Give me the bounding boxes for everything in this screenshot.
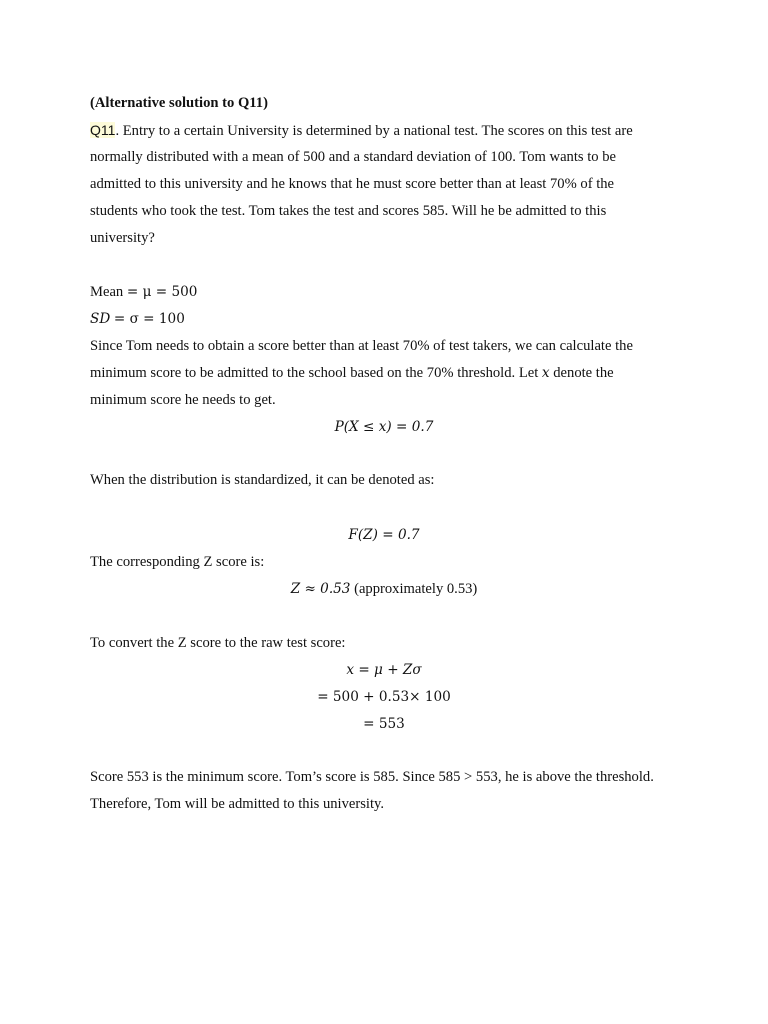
standardized-text: When the distribution is standardized, it can be denoted as:: [90, 472, 435, 488]
question-line-1: [90, 121, 633, 140]
cdf-equation: F(Z) = 0.7: [348, 527, 420, 543]
conclusion-line-1: Score 553 is the minimum score. Tom’s score is 585. Since 585 > 553, he is above the threshold.: [90, 769, 654, 785]
question-label: Q11: [90, 122, 116, 138]
sd-label: SD: [90, 311, 111, 327]
question-line-3: admitted to this university and he knows that he must score better than at least 70% of the: [90, 176, 615, 192]
explanation-line-1: Since Tom needs to obtain a score better than at least 70% of test takers, we can calculate the: [90, 338, 633, 354]
conversion-equation-3: = 553: [363, 716, 405, 732]
probability-equation: P(X ≤ x) = 0.7: [334, 419, 434, 435]
explanation-line-2-a: minimum score to be admitted to the school based on the 70% threshold. Let: [90, 365, 542, 381]
question-line-5: university?: [90, 230, 155, 246]
sd-line: [90, 310, 185, 328]
question-text-1: . Entry to a certain University is determined by a national test. The scores on this test are: [115, 123, 633, 139]
explanation-line-2: [90, 364, 614, 382]
conversion-equation-2: = 500 + 0.53× 100: [317, 689, 451, 705]
question-line-4: students who took the test. Tom takes the test and scores 585. Will he be admitted to this: [90, 203, 607, 219]
explanation-line-2-b: denote the: [549, 365, 614, 381]
conclusion-line-2: Therefore, Tom will be admitted to this university.: [90, 796, 385, 812]
heading: (Alternative solution to Q11): [90, 95, 268, 111]
z-equation-note: (approximately 0.53): [350, 581, 478, 597]
conversion-equation-1: x = μ + Zσ: [346, 662, 422, 678]
mean-equation: = μ = 500: [126, 284, 198, 300]
variable-x: x: [541, 365, 550, 381]
convert-text: To convert the Z score to the raw test score:: [90, 635, 346, 651]
explanation-line-3: minimum score he needs to get.: [90, 392, 276, 408]
z-score-text: The corresponding Z score is:: [90, 554, 265, 570]
sd-equation: = σ = 100: [113, 311, 185, 327]
z-equation: [0, 580, 768, 598]
z-equation-lhs: Z ≈ 0.53: [290, 581, 351, 597]
mean-line: [90, 283, 197, 301]
mean-label: Mean: [90, 284, 124, 300]
question-line-2: normally distributed with a mean of 500 and a standard deviation of 100. Tom wants to be: [90, 149, 617, 165]
